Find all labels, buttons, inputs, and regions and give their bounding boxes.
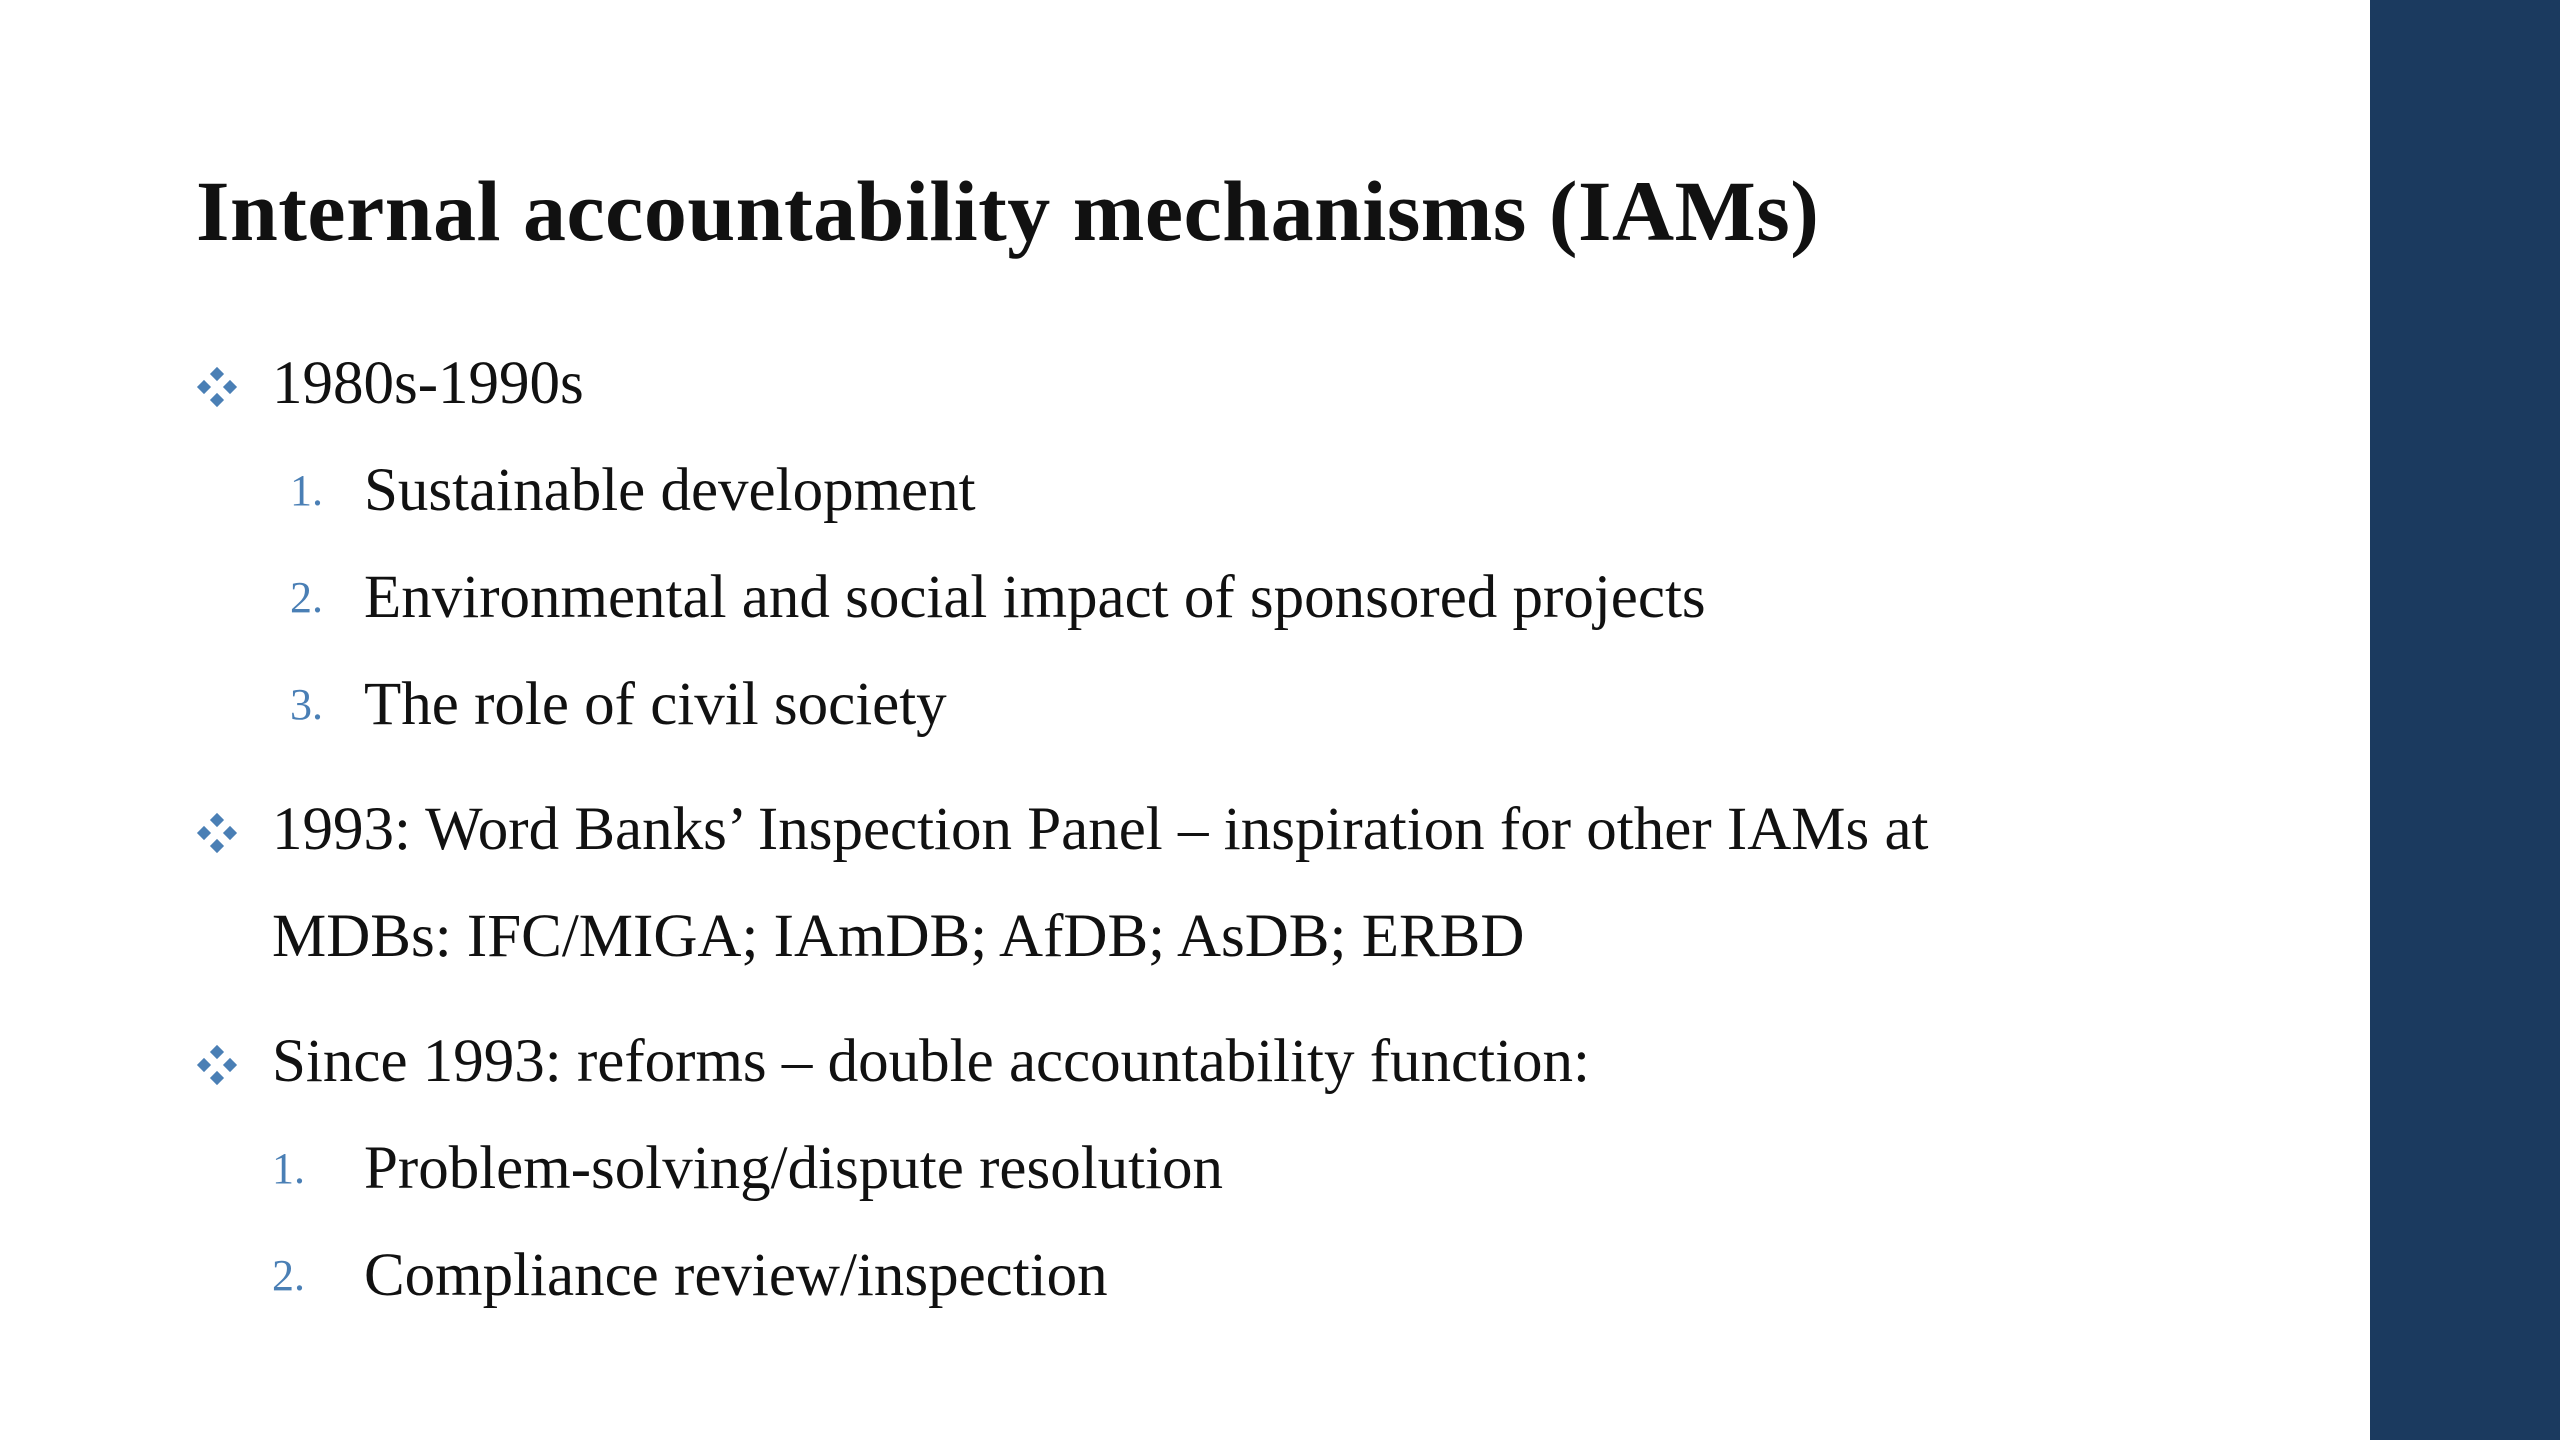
diamond-bullet-icon (196, 366, 238, 408)
list-item (196, 437, 2316, 544)
bullet-text-line: MDBs: IFC/MIGA; IAmDB; AfDB; AsDB; ERBD (272, 903, 1525, 970)
bullet-text: 1980s-1990s (272, 350, 584, 417)
list-item (196, 1115, 2316, 1222)
list-item (196, 1222, 2316, 1329)
slide-content (196, 330, 2316, 1329)
list-item-text: Problem-solving/dispute resolution (364, 1135, 1224, 1202)
bullet-text: Since 1993: reforms – double accountability function: (272, 1028, 1590, 1095)
bullet-text-line: 1993: Word Banks’ Inspection Panel – inspiration for other IAMs at (272, 796, 1929, 863)
list-number: 2. (272, 1251, 305, 1300)
accent-sidebar (2370, 0, 2560, 1440)
list-number: 2. (290, 573, 323, 622)
list-item (196, 651, 2316, 758)
numbered-list (272, 437, 2316, 758)
slide-title: Internal accountability mechanisms (IAMs) (196, 163, 1820, 259)
list-number: 3. (290, 680, 323, 729)
list-number: 1. (290, 466, 323, 515)
list-item-text: The role of civil society (364, 671, 947, 738)
bullet-item (196, 776, 2316, 990)
diamond-bullet-icon (196, 812, 238, 854)
bullet-text (272, 776, 2316, 990)
list-number: 1. (272, 1144, 305, 1193)
diamond-bullet-icon (196, 1044, 238, 1086)
bullet-item (196, 330, 2316, 758)
numbered-list (272, 1115, 2316, 1329)
list-item-text: Sustainable development (364, 457, 976, 524)
list-item (196, 544, 2316, 651)
list-item-text: Environmental and social impact of sponsored projects (364, 564, 1706, 631)
list-item-text: Compliance review/inspection (364, 1242, 1108, 1309)
bullet-item (196, 1008, 2316, 1329)
